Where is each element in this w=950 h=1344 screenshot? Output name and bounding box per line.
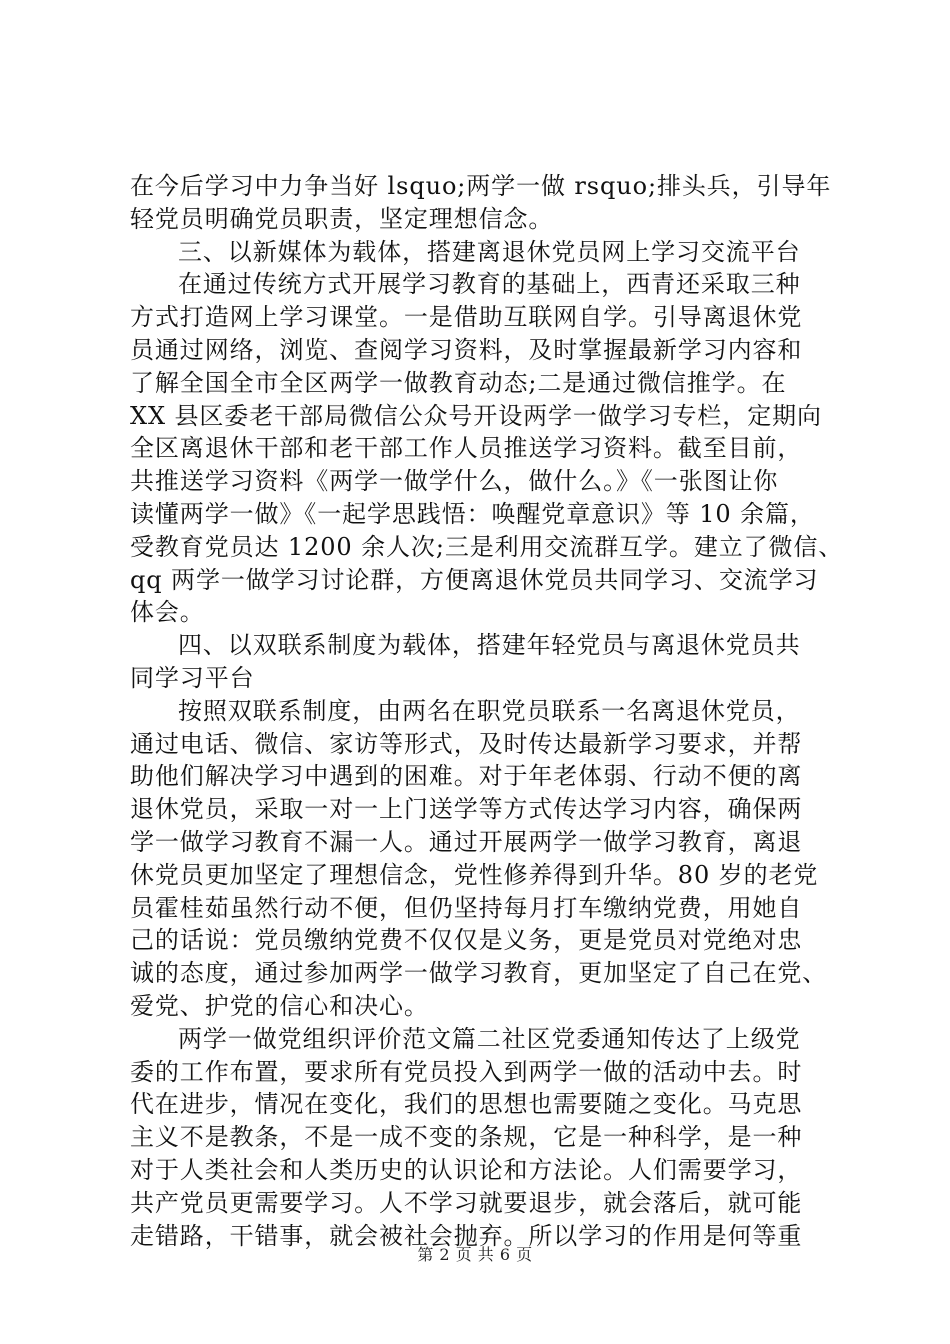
text-line: 主义不是教条，不是一成不变的条规，它是一种科学，是一种 [130,1123,803,1152]
text-line: 受教育党员达 1200 余人次;三是利用交流群互学。建立了微信、 [130,532,844,561]
text-line: 诚的态度，通过参加两学一做学习教育，更加坚定了自己在党、 [130,959,828,988]
text-line: 方式打造网上学习课堂。一是借助互联网自学。引导离退休党 [130,303,803,332]
section-heading: 四、以双联系制度为载体，搭建年轻党员与离退休党员共 [178,631,801,660]
text-line: 在今后学习中力争当好 lsquo;两学一做 rsquo;排头兵，引导年 [130,172,832,200]
text-line: 轻党员明确党员职责，坚定理想信念。 [130,204,554,233]
text-line: 对于人类社会和人类历史的认识论和方法论。人们需要学习， [130,1155,803,1184]
text-line: 共推送学习资料《两学一做学什么，做什么。》《一张图让你 [130,467,779,496]
text-line: 按照双联系制度，由两名在职党员联系一名离退休党员， [178,696,801,725]
text-line: XX 县区委老干部局微信公众号开设两学一做学习专栏，定期向 [130,401,822,430]
text-line: 了解全国全市全区两学一做教育动态;二是通过微信推学。在 [130,368,787,397]
section-heading: 三、以新媒体为载体，搭建离退休党员网上学习交流平台 [178,237,801,266]
text-line: 员霍桂茹虽然行动不便，但仍坚持每月打车缴纳党费，用她自 [130,893,803,922]
text-line: 读懂两学一做》《一起学思践悟：唤醒党章意识》等 10 余篇， [130,499,815,528]
text-line: 休党员更加坚定了理想信念，党性修养得到升华。80 岁的老党 [130,860,819,889]
text-line: 两学一做党组织评价范文篇二社区党委通知传达了上级党 [178,1024,801,1053]
text-line: 走错路，干错事，就会被社会抛弃。所以学习的作用是何等重 [130,1221,803,1250]
text-line: 通过电话、微信、家访等形式，及时传达最新学习要求，并帮 [130,729,803,758]
text-line: 助他们解决学习中遇到的困难。对于年老体弱、行动不便的离 [130,762,803,791]
text-line: 体会。 [130,598,205,627]
text-line: 己的话说：党员缴纳党费不仅仅是义务，更是党员对党绝对忠 [130,926,803,955]
text-line: 共产党员更需要学习。人不学习就要退步，就会落后，就可能 [130,1188,803,1217]
text-line: 退休党员，采取一对一上门送学等方式传达学习内容，确保两 [130,795,803,824]
text-line: 在通过传统方式开展学习教育的基础上，西青还采取三种 [178,270,801,299]
section-heading-continued: 同学习平台 [130,663,255,692]
text-line: 代在进步，情况在变化，我们的思想也需要随之变化。马克思 [130,1090,803,1119]
page-number-footer: 第 2 页 共 6 页 [417,1245,533,1264]
text-line: 员通过网络，浏览、查阅学习资料，及时掌握最新学习内容和 [130,335,803,364]
text-line: qq 两学一做学习讨论群，方便离退休党员共同学习、交流学习 [130,565,819,594]
text-line: 学一做学习教育不漏一人。通过开展两学一做学习教育，离退 [130,827,803,856]
text-line: 爱党、护党的信心和决心。 [130,991,429,1020]
text-line: 全区离退休干部和老干部工作人员推送学习资料。截至目前， [130,434,803,463]
document-body [130,170,844,1252]
text-line: 委的工作布置，要求所有党员投入到两学一做的活动中去。时 [130,1057,803,1086]
